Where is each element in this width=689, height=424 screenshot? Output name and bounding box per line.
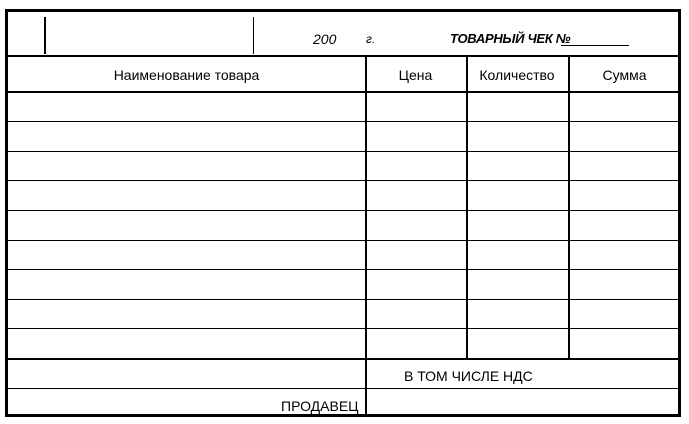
receipt-number-field[interactable] <box>561 45 629 46</box>
sales-receipt-form <box>5 9 681 417</box>
sum-column-cells[interactable] <box>570 93 678 358</box>
rows-bottom-rule <box>8 358 678 360</box>
column-header-item-name: Наименование товара <box>113 67 260 83</box>
column-header-sum: Сумма <box>602 67 647 83</box>
year-suffix: г. <box>366 32 376 46</box>
item-name-column-cells[interactable] <box>8 93 365 358</box>
header-blank-field[interactable] <box>48 18 252 53</box>
receipt-title: ТОВАРНЫЙ ЧЕК № <box>450 31 571 46</box>
year-prefix: 200 <box>313 31 337 47</box>
header-divider-1 <box>44 17 46 54</box>
price-column-cells[interactable] <box>367 93 466 358</box>
column-header-price: Цена <box>398 67 433 83</box>
seller-signature-field[interactable] <box>367 390 678 415</box>
quantity-column-cells[interactable] <box>468 93 568 358</box>
header-divider-2 <box>253 17 254 54</box>
seller-label: ПРОДАВЕЦ <box>281 398 359 414</box>
vat-row-bottom-rule <box>8 388 678 389</box>
column-header-quantity: Количество <box>479 67 555 83</box>
header-bottom-rule <box>8 55 678 57</box>
vat-label: В ТОМ ЧИСЛЕ НДС <box>404 368 533 384</box>
